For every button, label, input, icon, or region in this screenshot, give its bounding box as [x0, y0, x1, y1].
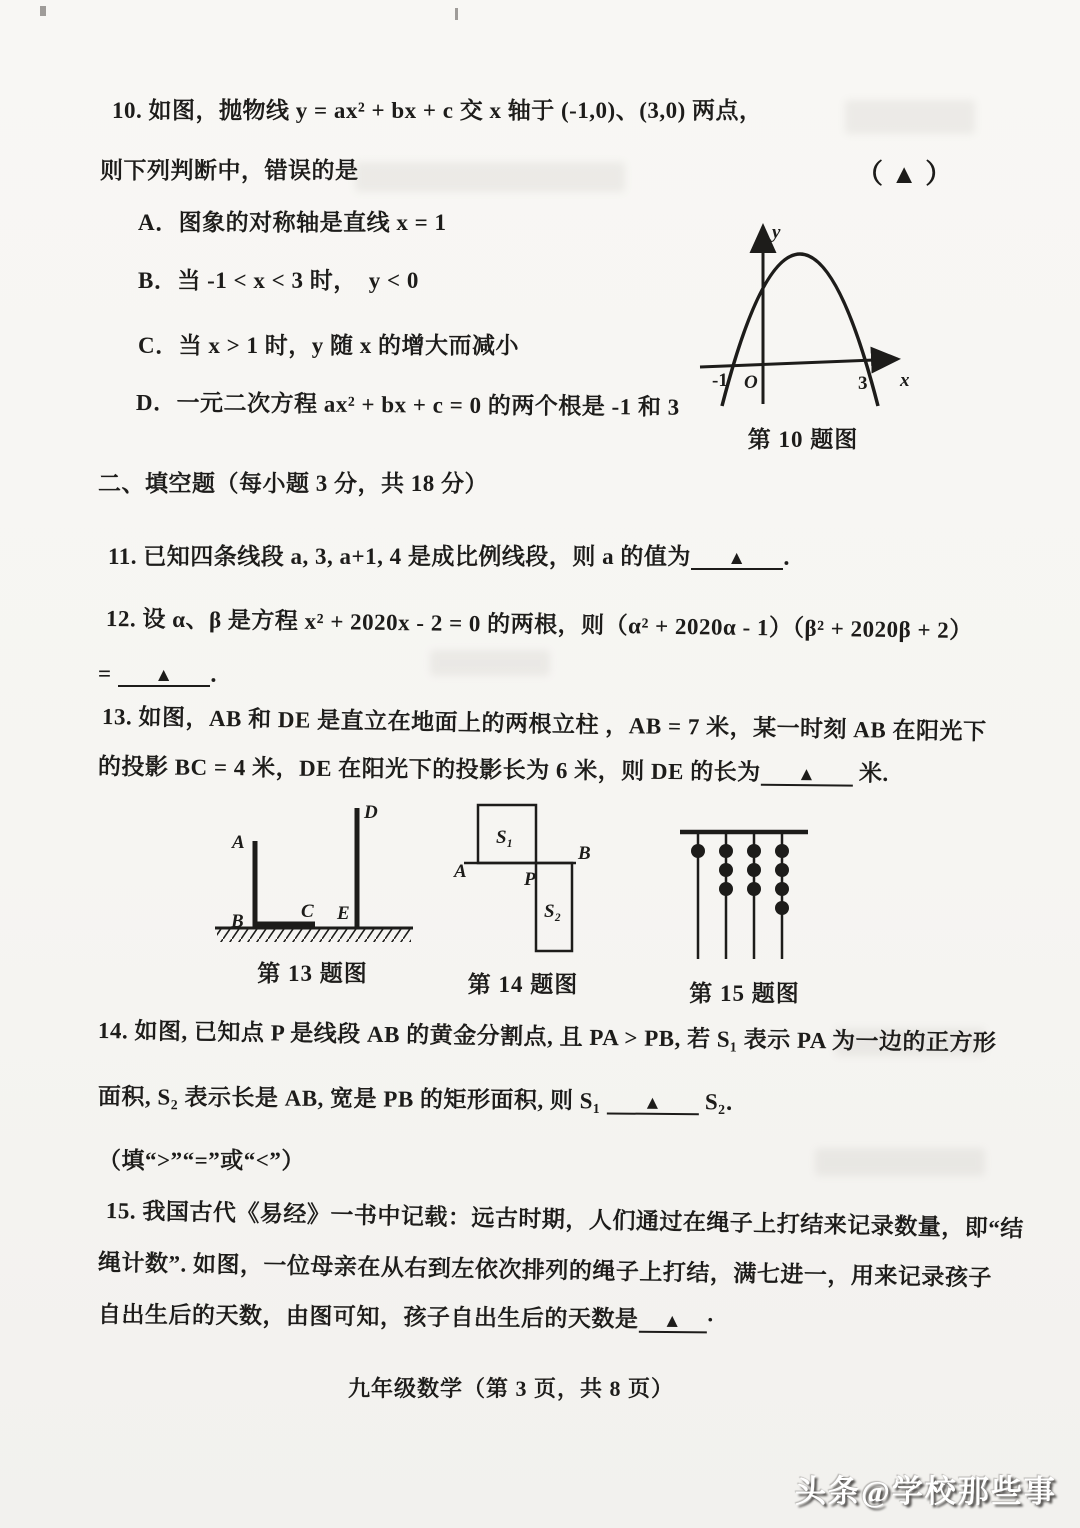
point-a-label: A — [232, 832, 245, 853]
bleed-through-smudge — [355, 162, 625, 192]
question-14-text: 面积, S₂ 表示长是 AB, 宽是 PB 的矩形面积, 则 S₁ — [97, 1084, 601, 1114]
question-15-line-1: 15. 我国古代《易经》一书中记载：远古时期，人们通过在绳子上打结来记录数量，即“结 — [105, 1198, 1025, 1242]
figure-13-caption: 第 13 题图 — [257, 961, 368, 986]
knot — [747, 863, 761, 877]
question-10-option-b: B．当 -1 < x < 3 时， y < 0 — [138, 268, 419, 293]
knot — [747, 844, 761, 858]
point-b-label: B — [231, 911, 244, 932]
question-11-text: 11. 已知四条线段 a, 3, a+1, 4 是成比例线段，则 a 的值为 — [108, 544, 691, 569]
figure-15 — [672, 818, 817, 1008]
page-footer: 九年级数学（第 3 页，共 8 页） — [348, 1376, 675, 1401]
knot — [719, 844, 733, 858]
answer-triangle: ▲ — [662, 1310, 683, 1333]
s2-label: S₂ — [544, 901, 562, 922]
right-root-label: 3 — [858, 373, 868, 394]
figure-10 — [688, 212, 918, 454]
question-13-suffix: 米. — [858, 760, 889, 786]
question-10-option-c: C．当 x > 1 时，y 随 x 的增大而减小 — [138, 333, 519, 358]
point-a-label: A — [454, 861, 467, 882]
question-12-suffix: ． — [209, 661, 234, 686]
x-axis-label: x — [900, 370, 910, 391]
answer-triangle: ▲ — [642, 1092, 663, 1114]
watermark: 头条@学校那些事 — [795, 1474, 1057, 1509]
ground-hatching — [217, 929, 411, 942]
question-14-line-3: （填“>”“=”或“<”） — [98, 1148, 305, 1173]
answer-triangle: ▲ — [154, 665, 174, 686]
question-13-line-2 — [98, 748, 889, 788]
question-10-line-2: 则下列判断中，错误的是 — [100, 158, 359, 183]
left-root-label: -1 — [712, 370, 728, 391]
question-15-answer-blank — [638, 1308, 706, 1334]
question-15-text: 自出生后的天数，由图可知，孩子自出生后的天数是 — [97, 1302, 639, 1332]
question-13-text: 的投影 BC = 4 米，DE 在阳光下的投影长为 6 米，则 DE 的长为 — [97, 754, 761, 785]
figure-14 — [452, 795, 594, 999]
bleed-through-smudge — [845, 100, 975, 134]
figure-10-parabola-graph — [688, 212, 918, 414]
knot — [775, 844, 789, 858]
section-2-title: 二、填空题（每小题 3 分，共 18 分） — [98, 471, 488, 496]
answer-triangle: ▲ — [796, 764, 817, 786]
question-12-line-1: 12. 设 α、β 是方程 x² + 2020x - 2 = 0 的两根，则（α² + 2020α - 1）（β² + 2020β + 2） — [105, 606, 973, 644]
question-12-answer-blank — [118, 662, 210, 687]
question-14-line-1: 14. 如图, 已知点 P 是线段 AB 的黄金分割点, 且 PA > PB, 若 S₁ 表示 PA 为一边的正方形 — [97, 1018, 997, 1056]
figure-15-ropes — [672, 818, 817, 968]
question-11-answer-blank — [691, 545, 783, 570]
figure-15-caption: 第 15 题图 — [689, 981, 800, 1006]
knot — [719, 882, 733, 896]
knot — [775, 863, 789, 877]
question-14-answer-blank — [607, 1089, 699, 1115]
question-11-suffix: ． — [782, 544, 807, 569]
question-15-line-3 — [98, 1296, 715, 1334]
point-e-label: E — [337, 903, 350, 924]
question-10-line-1: 10. 如图，抛物线 y = ax² + bx + c 交 x 轴于 (-1,0)、(3,0) 两点， — [112, 98, 763, 123]
point-d-label: D — [364, 802, 378, 823]
question-15-suffix: · — [706, 1307, 715, 1333]
question-10-option-a: A．图象的对称轴是直线 x = 1 — [138, 210, 447, 235]
question-14-suffix: S₂． — [704, 1089, 750, 1115]
scan-speck — [455, 8, 458, 20]
y-axis-label: y — [772, 222, 781, 243]
origin-label: O — [744, 372, 758, 393]
knot — [775, 882, 789, 896]
figure-13 — [205, 796, 420, 988]
figure-14-golden-section-diagram — [452, 795, 594, 959]
figure-10-caption: 第 10 题图 — [747, 427, 859, 452]
scan-speck — [40, 6, 46, 16]
question-15-line-2: 绳计数”. 如图，一位母亲在从右到左依次排列的绳子上打结，满七进一，用来记录孩子 — [97, 1250, 993, 1291]
question-14-line-2 — [98, 1078, 749, 1117]
figure-13-poles-diagram — [205, 796, 420, 948]
question-10-option-d: D．一元二次方程 ax² + bx + c = 0 的两个根是 -1 和 3 — [135, 390, 680, 420]
s1-label: S₁ — [496, 827, 514, 848]
knot — [691, 844, 705, 858]
point-c-label: C — [301, 901, 314, 922]
question-13-line-1: 13. 如图，AB 和 DE 是直立在地面上的两根立柱 ，AB = 7 米，某一时刻 AB 在阳光下 — [101, 704, 987, 745]
question-10-answer-paren: （ ▲ ） — [856, 159, 953, 189]
point-b-label: B — [578, 843, 591, 864]
knot — [719, 863, 733, 877]
knot — [775, 901, 789, 915]
question-12-line-2 — [98, 655, 233, 688]
question-11 — [108, 538, 806, 571]
bleed-through-smudge — [430, 650, 550, 676]
knot — [747, 882, 761, 896]
answer-triangle: ▲ — [727, 548, 747, 569]
bleed-through-smudge — [815, 1148, 985, 1176]
point-p-label: P — [524, 869, 536, 890]
figure-14-caption: 第 14 题图 — [467, 972, 579, 997]
question-12-equals: = — [98, 661, 112, 686]
question-13-answer-blank — [761, 761, 853, 787]
